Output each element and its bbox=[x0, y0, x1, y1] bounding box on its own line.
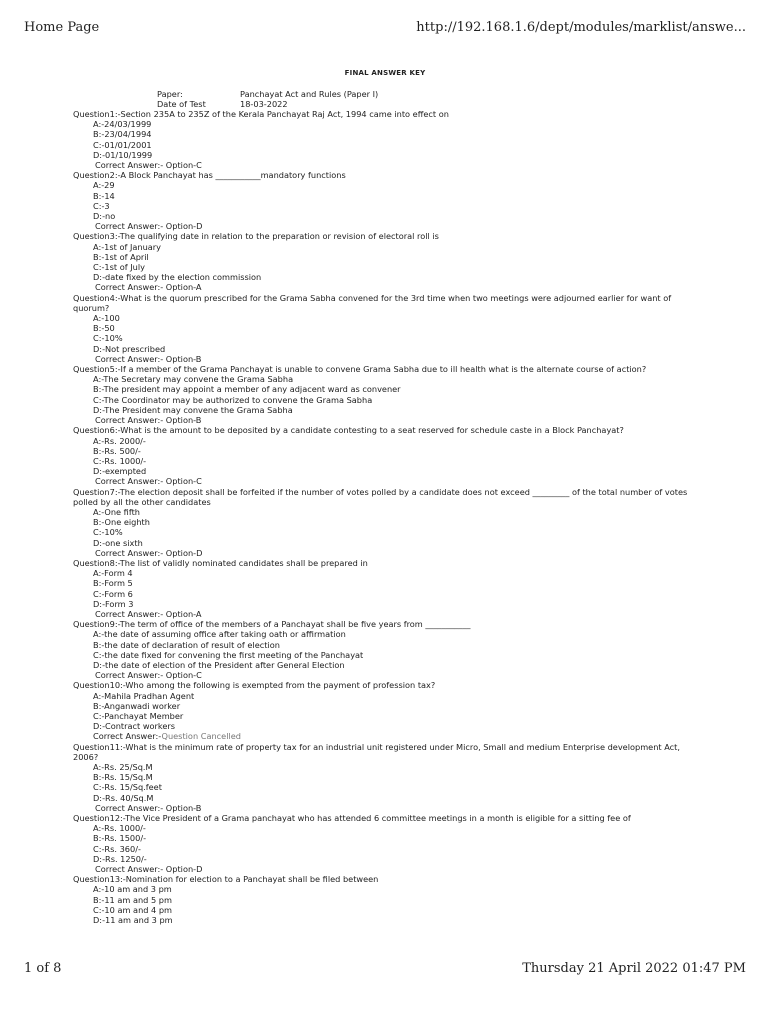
correct-answer-label: Correct Answer:- Option-B bbox=[95, 415, 202, 426]
question-item bbox=[73, 293, 693, 364]
date-label: Date of Test bbox=[157, 99, 206, 109]
answer-option: A:-One fifth bbox=[93, 506, 140, 517]
answer-option: B:-One eighth bbox=[93, 517, 150, 528]
page-number: 1 of 8 bbox=[24, 961, 62, 976]
answer-option: D:-one sixth bbox=[93, 537, 143, 548]
answer-option: C:-Rs. 360/- bbox=[93, 843, 141, 854]
question-text: Question8:-The list of validly nominated candidates shall be prepared in bbox=[73, 557, 368, 568]
date-value: 18-03-2022 bbox=[240, 99, 288, 109]
answer-option: B:-the date of declaration of result of election bbox=[93, 639, 280, 650]
correct-answer bbox=[73, 354, 693, 364]
correct-answer bbox=[73, 415, 693, 425]
print-header bbox=[24, 20, 746, 35]
correct-answer-label: Correct Answer:- Option-A bbox=[95, 282, 202, 293]
correct-answer-label: Correct Answer:- Option-B bbox=[95, 802, 202, 813]
answer-option: A:-Rs. 1000/- bbox=[93, 823, 146, 834]
correct-answer bbox=[73, 864, 693, 874]
answer-option: B:-Rs. 1500/- bbox=[93, 833, 147, 844]
header-page-title: Home Page bbox=[24, 20, 100, 35]
answer-option: B:-50 bbox=[93, 323, 115, 334]
correct-answer bbox=[73, 609, 693, 619]
correct-answer-label: Correct Answer:- Option-D bbox=[95, 547, 203, 558]
answer-option: D:-exempted bbox=[93, 466, 147, 477]
question-text: Question12:-The Vice President of a Grama panchayat who has attended 6 committee meetings in a month is eligible for a sitting fee of bbox=[73, 813, 631, 824]
answer-option: A:-29 bbox=[93, 180, 115, 191]
question-text: Question3:-The qualifying date in relation to the preparation or revision of electoral roll is bbox=[73, 231, 439, 242]
question-item bbox=[73, 487, 693, 558]
correct-answer-label: Correct Answer:- bbox=[93, 731, 162, 742]
answer-option: B:-Form 5 bbox=[93, 578, 133, 589]
answer-option: D:-Not prescribed bbox=[93, 343, 166, 354]
question-item bbox=[73, 619, 693, 680]
correct-answer-label: Correct Answer:- Option-B bbox=[95, 353, 202, 364]
question-text: Question4:-What is the quorum prescribed for the Grama Sabha convened for the 3rd time when two meetings were adjourned earlier for want of quorum? bbox=[73, 292, 672, 313]
correct-answer-label: Correct Answer:- Option-D bbox=[95, 864, 203, 875]
question-text: Question5:-If a member of the Grama Panchayat is unable to convene Grama Sabha due to ill health what is the alternate course of action? bbox=[73, 364, 647, 375]
answer-option: C:-01/01/2001 bbox=[93, 139, 152, 150]
answer-option: A:-the date of assuming office after taking oath or affirmation bbox=[93, 629, 346, 640]
correct-answer-label: Correct Answer:- Option-C bbox=[95, 476, 202, 487]
answer-option: B:-Rs. 15/Sq.M bbox=[93, 772, 153, 783]
answer-option: B:-Rs. 500/- bbox=[93, 445, 141, 456]
answer-option: C:-Form 6 bbox=[93, 588, 133, 599]
answer-option: C:-10 am and 4 pm bbox=[93, 904, 173, 915]
answer-option: C:-the date fixed for convening the first meeting of the Panchayat bbox=[93, 649, 364, 660]
answer-option: D:-the date of election of the President after General Election bbox=[93, 659, 345, 670]
question-text: Question1:-Section 235A to 235Z of the Kerala Panchayat Raj Act, 1994 came into effect on bbox=[73, 109, 449, 119]
question-cancelled-note: Question Cancelled bbox=[161, 731, 241, 742]
answer-option: A:-10 am and 3 pm bbox=[93, 884, 172, 895]
question-list bbox=[73, 109, 693, 925]
answer-option: B:-Anganwadi worker bbox=[93, 700, 181, 711]
correct-answer-label: Correct Answer:- Option-C bbox=[95, 160, 202, 171]
correct-answer bbox=[73, 221, 693, 231]
answer-option: A:-Rs. 2000/- bbox=[93, 435, 146, 446]
question-item bbox=[73, 742, 693, 813]
paper-label: Paper: bbox=[157, 89, 183, 99]
print-timestamp: Thursday 21 April 2022 01:47 PM bbox=[522, 961, 746, 976]
answer-option: C:-10% bbox=[93, 333, 123, 344]
answer-option: C:-The Coordinator may be authorized to convene the Grama Sabha bbox=[93, 394, 373, 405]
answer-option: D:-11 am and 3 pm bbox=[93, 915, 173, 926]
correct-answer-label: Correct Answer:- Option-D bbox=[95, 221, 203, 232]
question-text: Question6:-What is the amount to be deposited by a candidate contesting to a seat reserved for schedule caste in a Block Panchayat? bbox=[73, 425, 624, 436]
answer-option: B:-11 am and 5 pm bbox=[93, 894, 172, 905]
question-text: Question10:-Who among the following is exempted from the payment of profession tax? bbox=[73, 680, 436, 691]
answer-option: C:-Rs. 15/Sq.feet bbox=[93, 782, 162, 793]
answer-option: D:-Rs. 1250/- bbox=[93, 853, 147, 864]
correct-answer bbox=[73, 731, 693, 741]
question-text: Question7:-The election deposit shall be forfeited if the number of votes polled by a candidate does not exceed _________ of the total number of votes polled by all the other candidates bbox=[73, 486, 688, 507]
answer-option: B:-The president may appoint a member of any adjacent ward as convener bbox=[93, 384, 401, 395]
correct-answer-label: Correct Answer:- Option-A bbox=[95, 608, 202, 619]
question-text: Question9:-The term of office of the members of a Panchayat shall be five years from ___________ bbox=[73, 619, 471, 630]
question-item bbox=[73, 170, 693, 231]
answer-option: A:-1st of January bbox=[93, 241, 161, 252]
question-item bbox=[73, 874, 693, 925]
date-row bbox=[157, 99, 288, 109]
answer-option: C:-Rs. 1000/- bbox=[93, 455, 147, 466]
answer-option: D:-date fixed by the election commission bbox=[93, 272, 262, 283]
correct-answer bbox=[73, 548, 693, 558]
answer-option: D:-Rs. 40/Sq.M bbox=[93, 792, 154, 803]
question-text: Question2:-A Block Panchayat has ___________mandatory functions bbox=[73, 170, 346, 181]
correct-answer-label: Correct Answer:- Option-C bbox=[95, 670, 202, 681]
print-footer bbox=[24, 961, 746, 976]
answer-option: A:-Rs. 25/Sq.M bbox=[93, 762, 153, 772]
question-text: Question11:-What is the minimum rate of property tax for an industrial unit registered under Micro, Small and medium Enterprise development Act, 2006? bbox=[73, 741, 680, 762]
paper-value: Panchayat Act and Rules (Paper I) bbox=[240, 89, 379, 99]
question-item bbox=[73, 558, 693, 619]
answer-option: C:-10% bbox=[93, 527, 123, 538]
document-title: FINAL ANSWER KEY bbox=[344, 69, 426, 77]
answer-option: A:-24/03/1999 bbox=[93, 119, 152, 130]
answer-option: A:-100 bbox=[93, 313, 120, 324]
answer-option: D:-no bbox=[93, 211, 116, 222]
answer-option: D:-The President may convene the Grama Sabha bbox=[93, 404, 293, 415]
answer-option: C:-Panchayat Member bbox=[93, 710, 184, 721]
question-item bbox=[73, 109, 693, 170]
question-item bbox=[73, 813, 693, 874]
header-url: http://192.168.1.6/dept/modules/marklist/answe... bbox=[416, 20, 746, 35]
answer-option: C:-3 bbox=[93, 200, 110, 211]
answer-option: A:-Form 4 bbox=[93, 568, 133, 579]
answer-option: A:-The Secretary may convene the Grama Sabha bbox=[93, 374, 294, 385]
answer-option: B:-14 bbox=[93, 190, 115, 201]
answer-option: C:-1st of July bbox=[93, 262, 145, 273]
correct-answer bbox=[73, 282, 693, 292]
correct-answer bbox=[73, 476, 693, 486]
answer-option: D:-01/10/1999 bbox=[93, 149, 153, 160]
correct-answer bbox=[73, 160, 693, 170]
question-item bbox=[73, 231, 693, 292]
question-item bbox=[73, 364, 693, 425]
answer-option: D:-Contract workers bbox=[93, 721, 176, 732]
paper-row bbox=[157, 89, 378, 99]
correct-answer bbox=[73, 803, 693, 813]
correct-answer bbox=[73, 670, 693, 680]
question-item bbox=[73, 680, 693, 741]
question-item bbox=[73, 425, 693, 486]
answer-option: A:-Mahila Pradhan Agent bbox=[93, 690, 195, 701]
answer-option: B:-23/04/1994 bbox=[93, 129, 152, 140]
question-text: Question13:-Nomination for election to a Panchayat shall be filed between bbox=[73, 874, 379, 885]
answer-option: B:-1st of April bbox=[93, 251, 149, 262]
answer-option: D:-Form 3 bbox=[93, 598, 134, 609]
